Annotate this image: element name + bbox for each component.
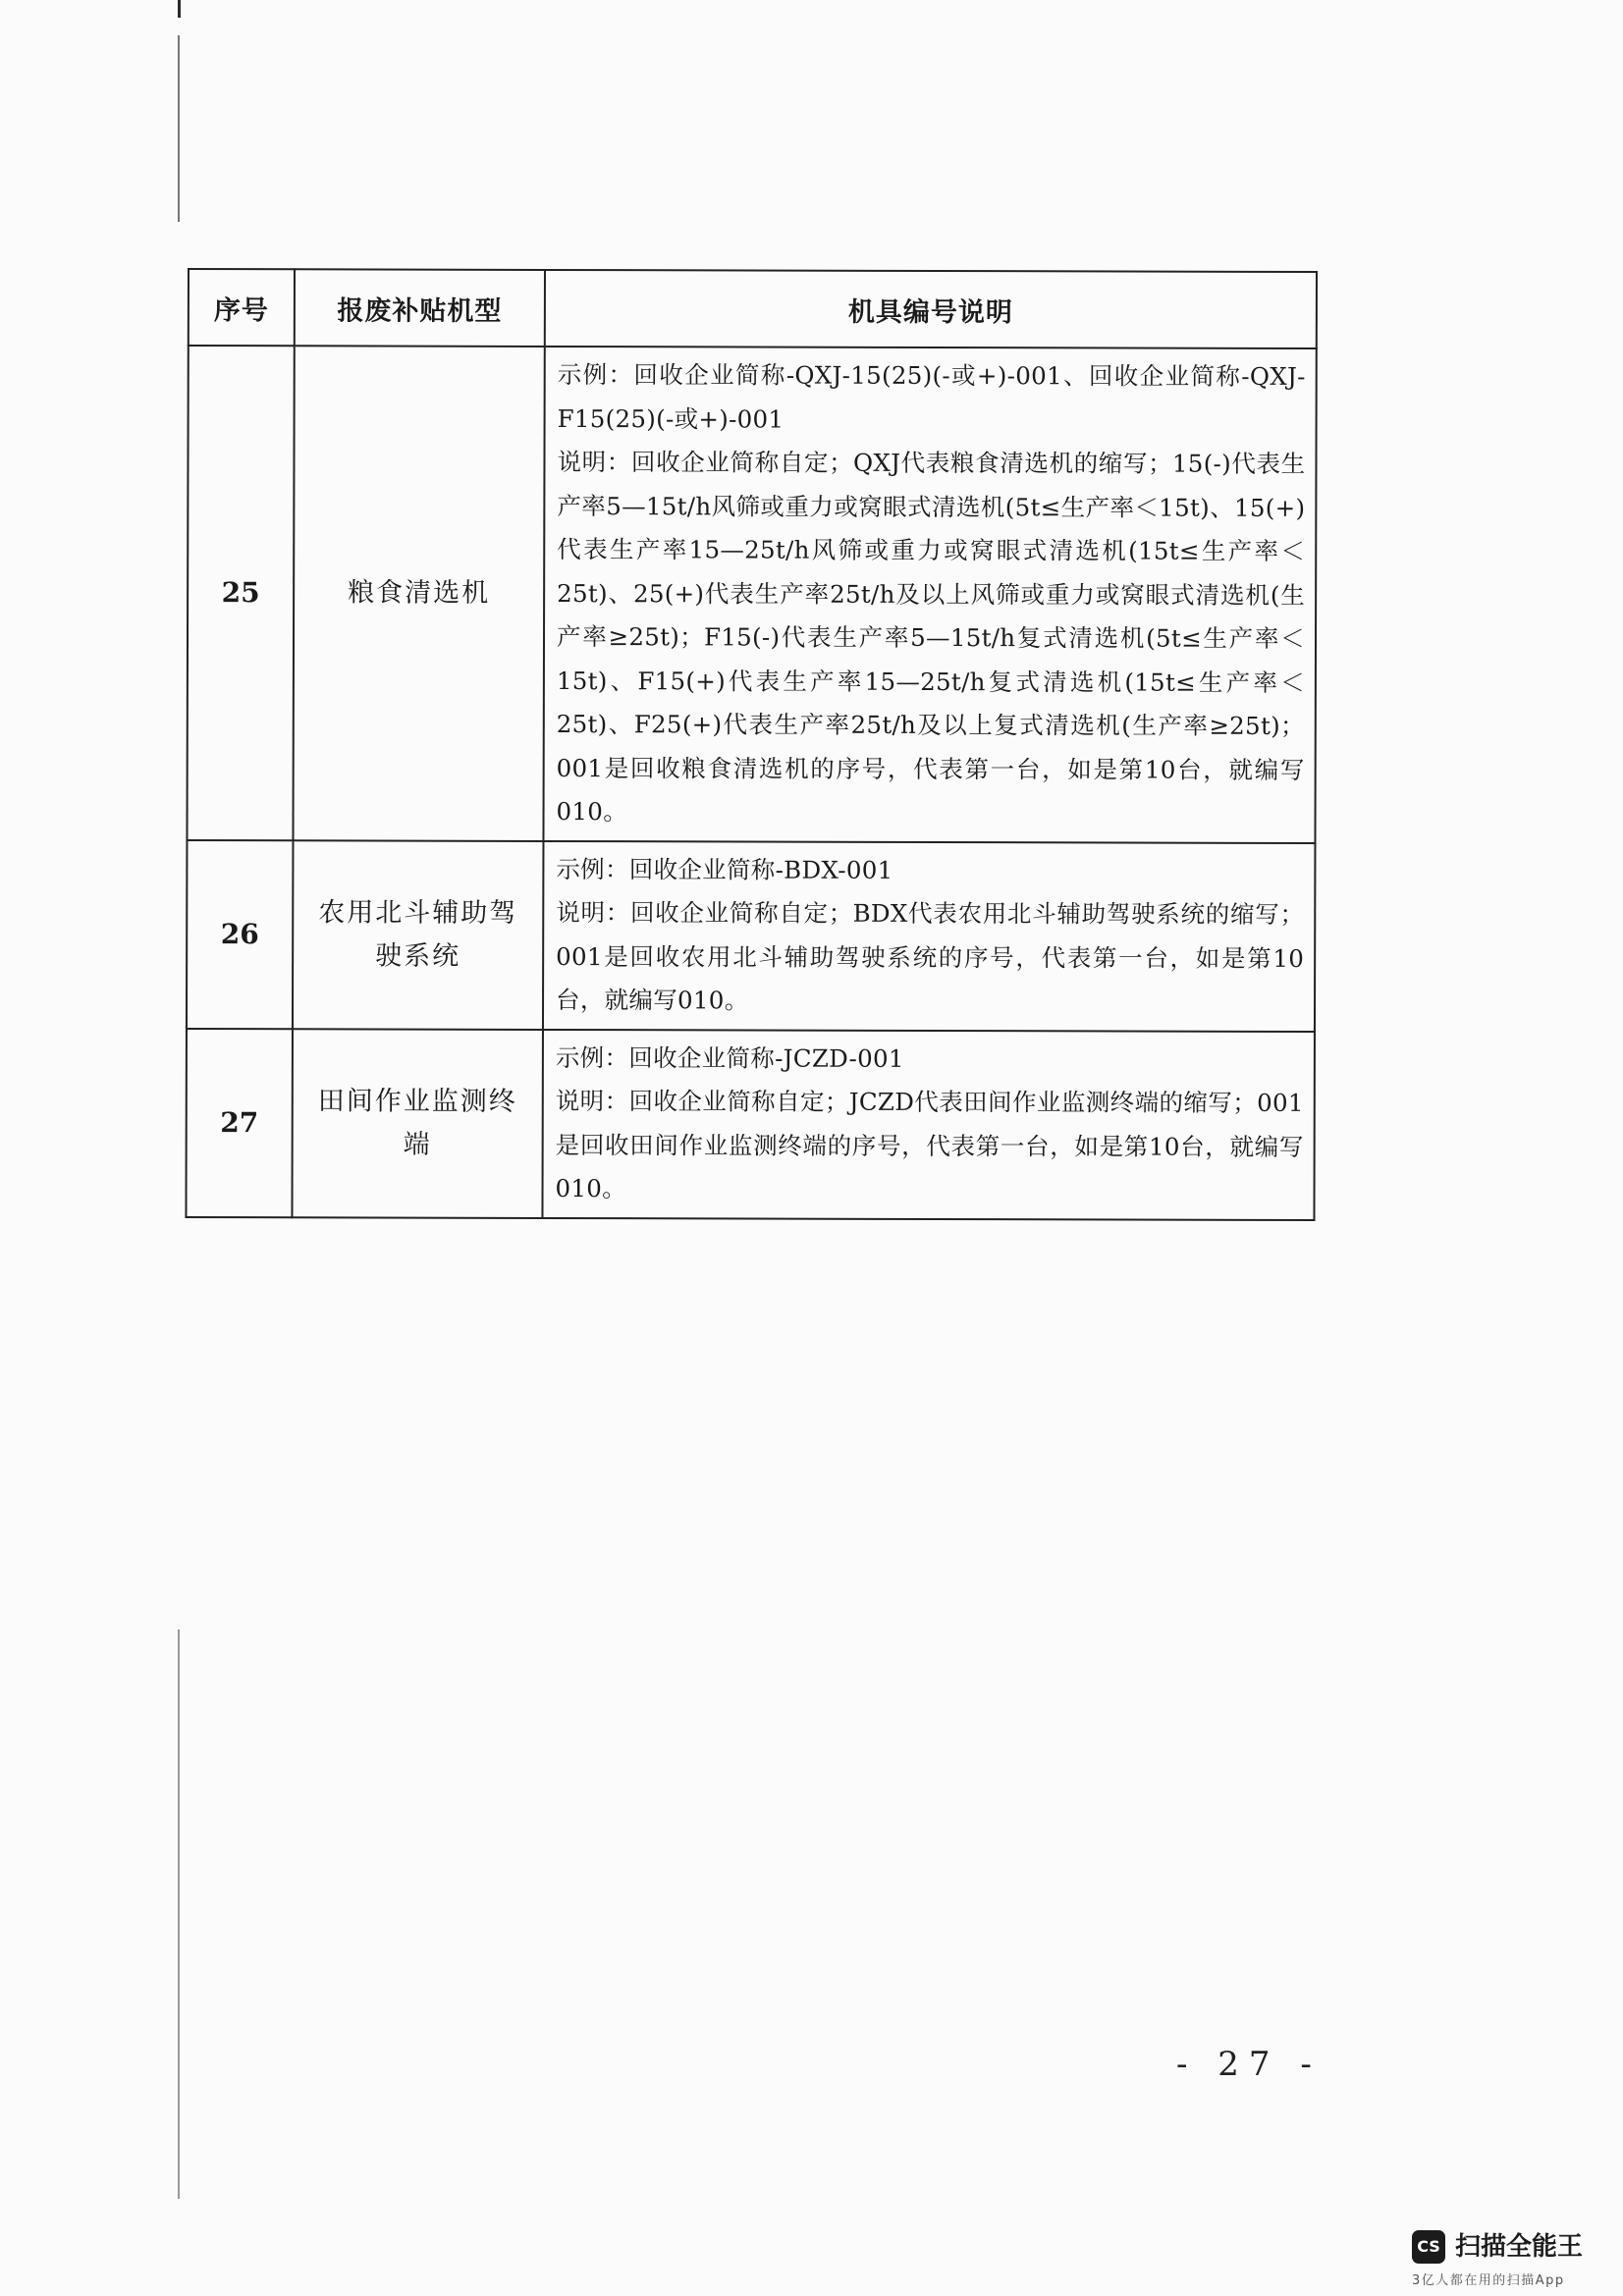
watermark-title: 扫描全能王: [1455, 2232, 1584, 2262]
code-description-table: [185, 268, 1318, 1221]
serial-number-cell: 26: [187, 840, 294, 1029]
table-row: [187, 346, 1316, 843]
scanner-watermark: [1412, 2230, 1608, 2289]
serial-number-cell: 27: [186, 1029, 293, 1217]
description-cell: [543, 347, 1316, 843]
table-row: [186, 1029, 1314, 1220]
example-text: 示例：回收企业简称-JCZD-001: [555, 1042, 904, 1073]
header-machine-type: 报废补贴机型: [295, 269, 545, 347]
serial-number-cell: 25: [187, 346, 294, 840]
page-number: - 27 -: [1176, 2045, 1322, 2084]
example-text: 示例：回收企业简称-BDX-001: [556, 854, 893, 884]
machine-type-cell: 田间作业监测终端: [292, 1029, 543, 1218]
machine-type-cell: 农用北斗辅助驾驶系统: [293, 840, 544, 1030]
description-cell: [543, 840, 1315, 1031]
binding-shadow: [178, 35, 180, 222]
description-cell: [542, 1029, 1314, 1219]
explanation-text: 说明：回收企业简称自定；JCZD代表田间作业监测终端的缩写；001是回收田间作业监测终端的序号，代表第一台，如是第10台，就编写010。: [555, 1086, 1304, 1203]
table-header-row: [189, 269, 1317, 348]
table-row: [187, 840, 1315, 1032]
binding-mark: [178, 0, 181, 18]
explanation-text: 说明：回收企业简称自定；BDX代表农用北斗辅助驾驶系统的缩写；001是回收农用北斗辅助驾驶系统的序号，代表第一台，如是第10台，就编写010。: [556, 897, 1305, 1015]
watermark-subtitle: 3亿人都在用的扫描App: [1412, 2273, 1565, 2288]
header-code-description: 机具编号说明: [545, 270, 1317, 348]
example-text: 示例：回收企业简称-QXJ-15(25)(-或+)-001、回收企业简称-QXJ-F15(25)(-或+)-001: [557, 359, 1306, 434]
camscanner-logo-icon: CS: [1412, 2230, 1445, 2264]
machine-type-cell: 粮食清选机: [293, 346, 544, 840]
binding-shadow: [178, 1629, 180, 2199]
explanation-text: 说明：回收企业简称自定；QXJ代表粮食清选机的缩写；15(-)代表生产率5—15t/h风筛或重力或窝眼式清选机(5t≤生产率＜15t)、15(+)代表生产率15—25t/h风筛或重力或窝眼式清选机(15t≤生产率＜25t)、25(+)代表生产率25t/h及以上风筛或重力或窝眼式清选机(生产率≥25t)；F15(-)代表生产率5—15t/h复式清选机(5t≤生产率＜15t)、F15(+)代表生产率15—25t/h复式清选机(15t≤生产率＜25t)、F25(+)代表生产率25t/h及以上复式清选机(生产率≥25t)；001是回收粮食清选机的序号，代表第一台，如是第10台，就编写010。: [556, 447, 1306, 827]
header-serial-number: 序号: [189, 269, 295, 346]
